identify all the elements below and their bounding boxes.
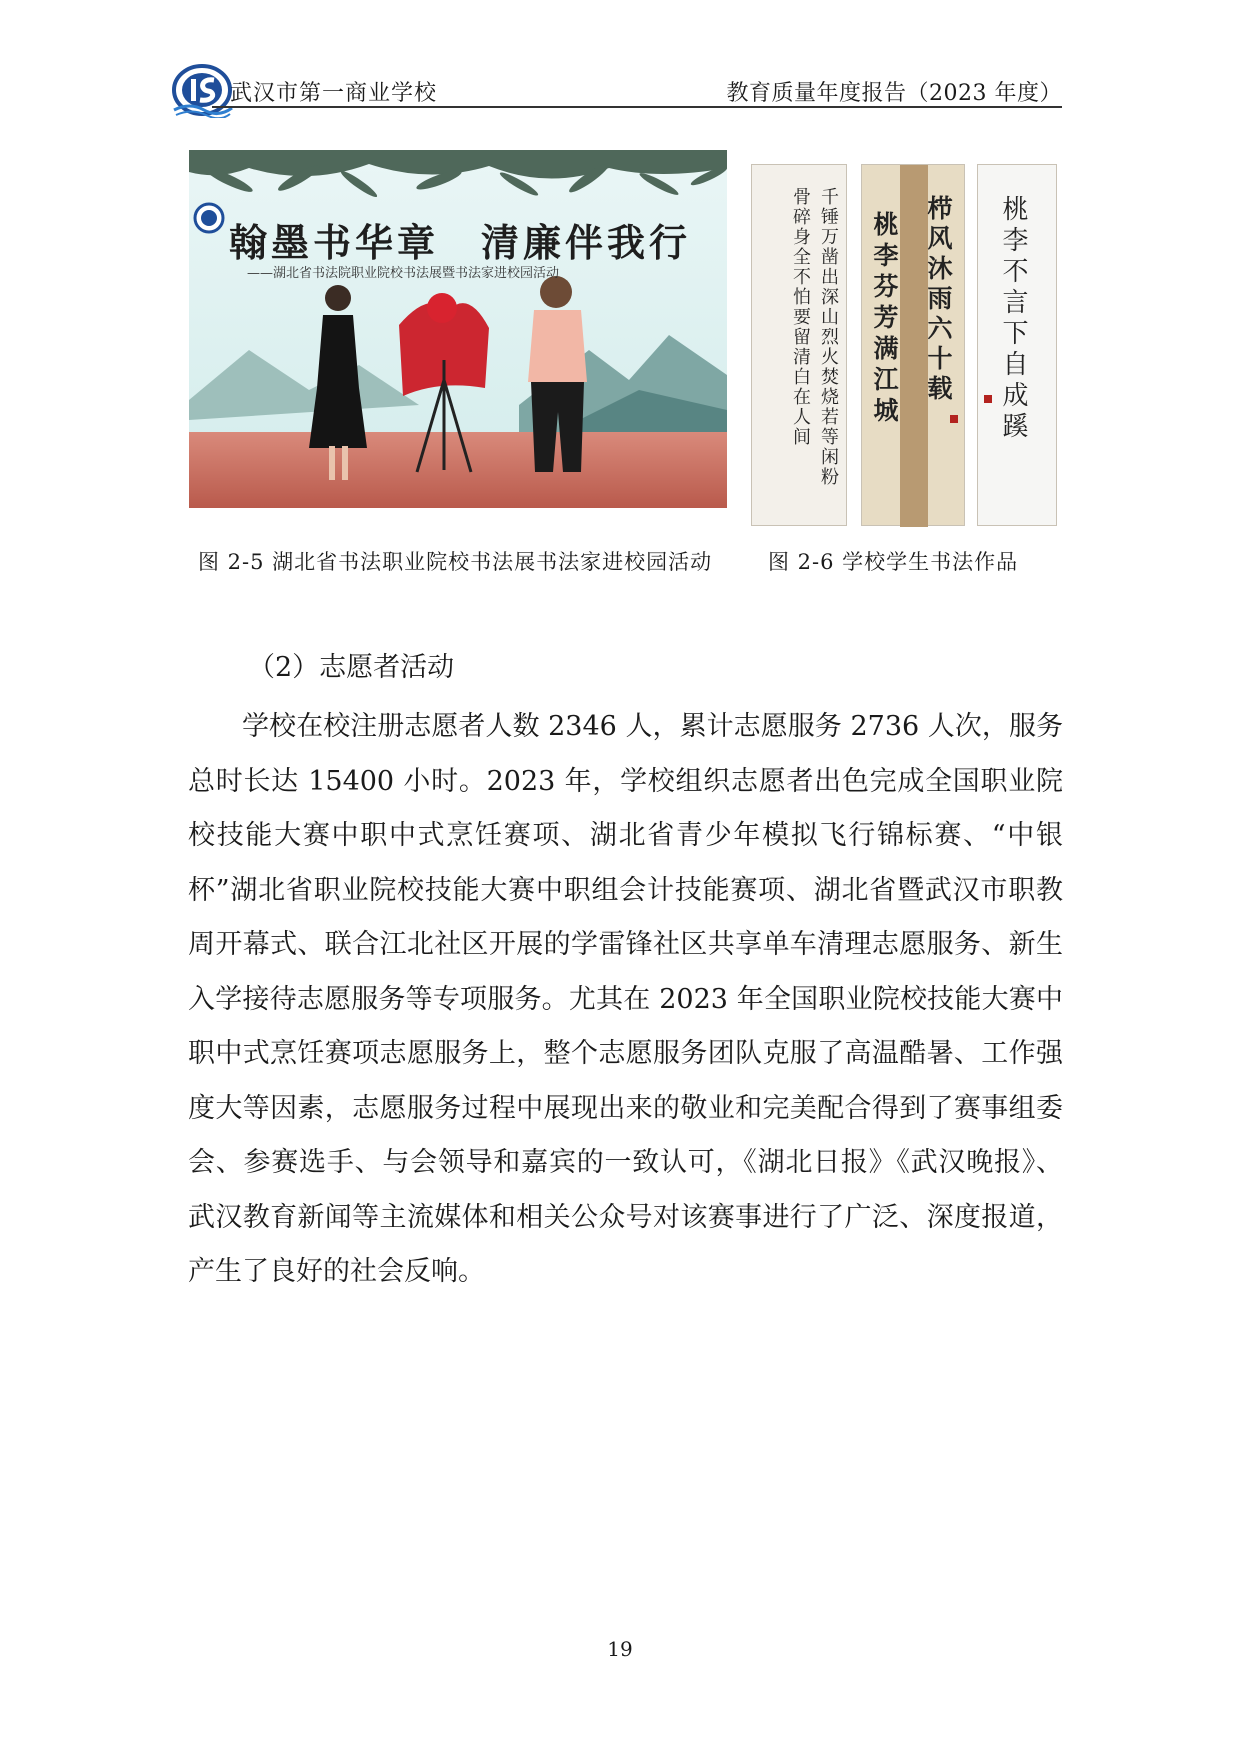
figure-2-5-caption: 图 2-5 湖北省书法职业院校书法展书法家进校园活动 [198, 550, 713, 574]
calligraphy-scroll-2 [861, 164, 965, 526]
scroll-1-text: 千锤万凿出深山烈火焚烧若等闲粉骨碎身全不怕要留清白在人间 [790, 187, 839, 487]
stage-scene [189, 150, 727, 508]
seal-stamp [950, 415, 958, 423]
figure-2-6-caption: 图 2-6 学校学生书法作品 [768, 550, 1019, 574]
page-header [170, 62, 1062, 110]
section-subheading: （2）志愿者活动 [248, 652, 455, 683]
calligraphy-scroll-1 [751, 164, 847, 526]
banner-title: 翰墨书华章 清廉伴我行 [229, 220, 692, 265]
banner-subtitle: ——湖北省书法院职业院校书法展暨书法家进校园活动 [247, 266, 560, 281]
seal-stamp [984, 395, 992, 403]
calligraphy-scroll-3 [977, 164, 1057, 526]
header-divider [212, 106, 1062, 108]
section-paragraph: 学校在校注册志愿者人数 2346 人，累计志愿服务 2736 人次，服务总时长达 15400 小时。2023 年，学校组织志愿者出色完成全国职业院校技能大赛中职中式烹饪赛项、湖北省青少年模拟飞行锦标赛、“中银杯”湖北省职业院校技能大赛中职组会计技能赛项、湖北省暨武汉市职教周开幕式、联合江北社区开展的学雷锋社区共享单车清理志愿服务、新生入学接待志愿服务等专项服务。尤其在 2023 年全国职业院校技能大赛中职中式烹饪赛项志愿服务上，整个志愿服务团队克服了高温酷暑、工作强度大等因素，志愿服务过程中展现出来的敬业和完美配合得到了赛事组委会、参赛选手、与会领导和嘉宾的一致认可，《湖北日报》《武汉晚报》、武汉教育新闻等主流媒体和相关公众号对该赛事进行了广泛、深度报道，产生了良好的社会反响。 [188, 711, 1063, 1287]
figure-2-6-calligraphy [751, 164, 1057, 526]
figure-2-5-photo [189, 150, 727, 508]
scroll-3-text: 桃李不言下自成蹊 [998, 195, 1028, 443]
page-number: 19 [607, 1637, 633, 1661]
report-title: 教育质量年度报告（2023 年度） [726, 81, 1062, 106]
school-logo-icon [170, 62, 234, 118]
school-name: 武汉市第一商业学校 [230, 81, 438, 106]
scroll-2b-text: 栉风沐雨六十载 [924, 195, 953, 405]
scroll-2a-text: 桃李芬芳满江城 [870, 211, 899, 428]
